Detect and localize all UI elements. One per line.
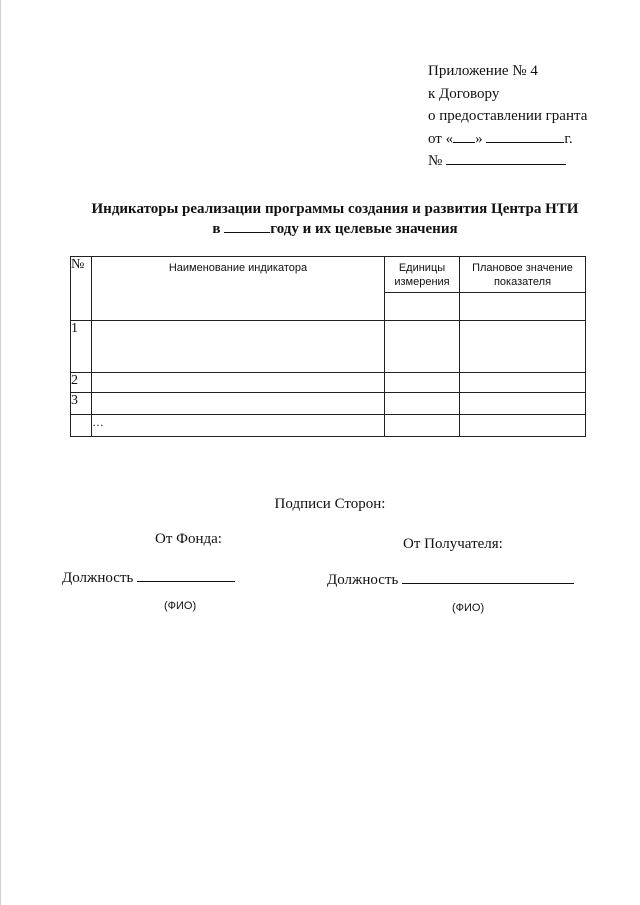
number-blank [446, 150, 566, 165]
subheader-planned [460, 293, 586, 321]
row-planned [460, 321, 586, 373]
appendix-number: Приложение № 4 [428, 63, 538, 79]
table-row [71, 393, 586, 415]
row-num: 2 [71, 373, 92, 393]
title-line2 [40, 219, 630, 239]
row-units [385, 321, 460, 373]
fund-position-line [62, 567, 235, 587]
header-planned-cell [460, 257, 586, 293]
header-name: Наименование индикатора [168, 262, 308, 274]
row-num [71, 415, 92, 437]
row-name [92, 373, 385, 393]
fund-signature-blank [137, 567, 235, 582]
signatures-title: Подписи Сторон: [274, 496, 386, 512]
from-recipient-label: От Получателя: [403, 536, 503, 552]
month-blank [486, 128, 564, 143]
row-num: 1 [71, 321, 92, 373]
fund-position-label: Должность [62, 570, 134, 586]
row-name [92, 321, 385, 373]
fund-fio-caption: (ФИО) [164, 600, 197, 612]
row-units [385, 373, 460, 393]
row-name [92, 393, 385, 415]
title-year-prefix: в [212, 221, 221, 237]
document-title [40, 200, 630, 239]
recipient-position-line [327, 569, 574, 589]
row-num: 3 [71, 393, 92, 415]
table-row [71, 321, 586, 373]
recipient-signature-blank [402, 569, 574, 584]
table-row [71, 415, 586, 437]
header-planned: Плановое значение показателя [472, 262, 573, 288]
row-planned [460, 393, 586, 415]
indicators-table [70, 256, 586, 437]
appendix-date [428, 128, 628, 151]
row-name: … [92, 415, 385, 437]
header-units: Единицы измерения [394, 262, 450, 288]
subheader-units [385, 293, 460, 321]
table-header-row [71, 257, 586, 293]
header-name-cell [92, 257, 385, 321]
appendix-number-line [428, 150, 628, 173]
table-row [71, 373, 586, 393]
number-sign: № [428, 153, 443, 169]
row-planned [460, 373, 586, 393]
recipient-fio-caption: (ФИО) [452, 602, 485, 614]
row-units [385, 415, 460, 437]
appendix-block [428, 60, 628, 173]
row-planned [460, 415, 586, 437]
appendix-grant: о предоставлении гранта [428, 108, 588, 124]
day-blank [453, 128, 475, 143]
header-units-cell [385, 257, 460, 293]
row-units [385, 393, 460, 415]
from-fund-label: От Фонда: [155, 531, 222, 547]
date-prefix: от « [428, 130, 454, 147]
title-line1: Индикаторы реализации программы создания и развития Центра НТИ [91, 201, 579, 217]
page-edge [0, 0, 1, 905]
header-num: № [71, 257, 92, 321]
year-blank [224, 219, 270, 233]
recipient-position-label: Должность [327, 572, 399, 588]
date-mid: » [475, 130, 483, 147]
date-suffix: г. [564, 130, 573, 147]
title-year-suffix: году и их целевые значения [270, 221, 458, 237]
appendix-contract: к Договору [428, 85, 500, 102]
